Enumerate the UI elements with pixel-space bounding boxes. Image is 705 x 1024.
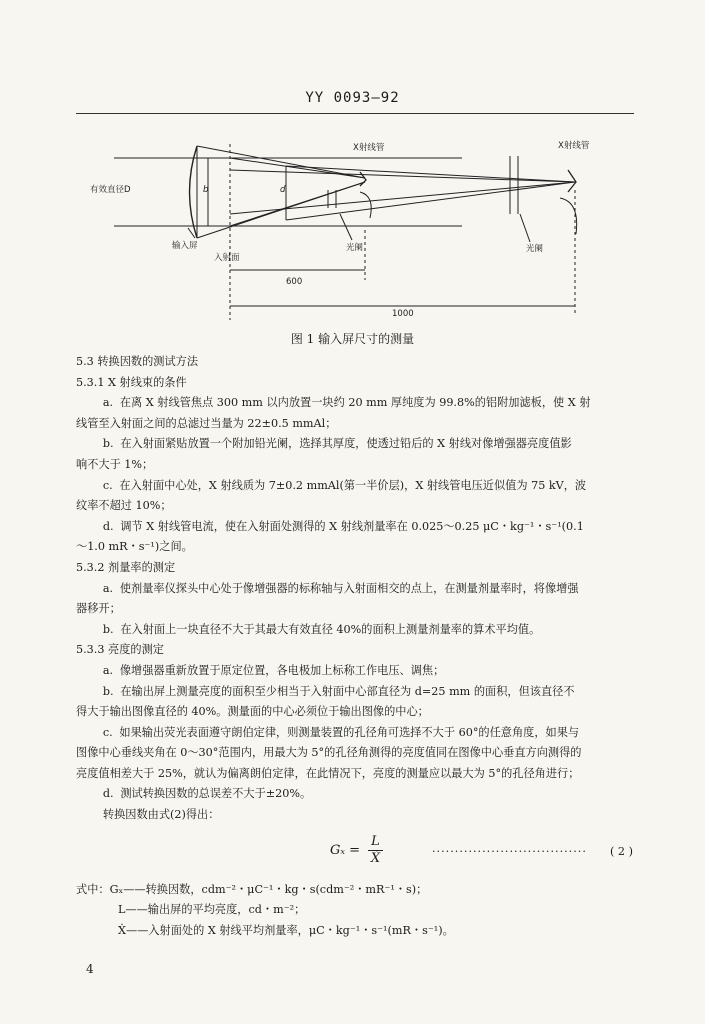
paragraph-line: 图像中心垂线夹角在 0～30°范围内，用最大为 5°的孔径角测得的亮度值同在图像中心垂直方向测得的 <box>76 746 582 760</box>
paragraph-line: 器移开； <box>76 602 121 616</box>
subsection-heading: 5.3.1 X 射线束的条件 <box>76 375 187 389</box>
label-diaphragm-2: 光阑 <box>526 244 544 254</box>
measurement-diagram <box>90 130 610 330</box>
section-heading: 5.3 转换因数的测试方法 <box>76 355 199 368</box>
paragraph-line: d. 测试转换因数的总误差不大于±20%。 <box>102 787 312 801</box>
paragraph-line: 纹率不超过 10%； <box>76 499 172 513</box>
formula-number: ( 2 ) <box>610 844 633 858</box>
paragraph-line: 得大于输出图像直径的 40%。测量面的中心必须位于输出图像的中心； <box>76 705 429 719</box>
formula-fraction <box>368 834 383 867</box>
paragraph-line: b. 在输出屏上测量亮度的面积至少相当于入射面中心部直径为 d=25 mm 的面积，但该直径不 <box>102 684 575 698</box>
formula-dots: ·································· <box>432 844 587 858</box>
body-text <box>76 352 636 941</box>
paragraph-line: b. 在入射面紧贴放置一个附加铅光阑，选择其厚度，使透过铅后的 X 射线对像增强器亮度值影 <box>102 437 572 451</box>
paragraph-line: a. 像增强器重新放置于原定位置，各电极加上标称工作电压、调焦； <box>102 663 445 677</box>
symbol-definition: 式中：Gₓ——转换因数，cdm⁻²・μC⁻¹・kg・s(cdm⁻²・mR⁻¹・s)； <box>76 882 428 896</box>
formula-expression <box>330 834 383 867</box>
paragraph-line: 亮度值相差大于 25%，就认为偏离朗伯定律，在此情况下，亮度的测量应以最大为 5°的孔径角进行； <box>76 766 580 780</box>
formula-numerator: L <box>368 834 383 851</box>
label-diaphragm-1: 光阑 <box>346 243 364 253</box>
page-header: YY 0093—92 <box>305 90 400 106</box>
paragraph-line: 响不大于 1%； <box>76 457 154 471</box>
xray-tube-2-symbol <box>568 170 576 192</box>
label-input-screen: 输入屏 <box>172 241 198 251</box>
label-diameter: 有效直径D <box>90 185 131 195</box>
label-d: d <box>280 185 286 195</box>
paragraph-line: d. 调节 X 射线管电流，使在入射面处测得的 X 射线剂量率在 0.025～0.25 μC・kg⁻¹・s⁻¹(0.1 <box>102 519 584 533</box>
paragraph-line: c. 如果输出荧光表面遵守朗伯定律，则测量装置的孔径角可选择不大于 60°的任意角度，如果与 <box>102 725 580 739</box>
input-screen-curve <box>190 146 198 238</box>
xray-tube-1-symbol <box>360 172 366 186</box>
label-dim-1000: 1000 <box>392 309 414 319</box>
paragraph-line: b. 在入射面上一块直径不大于其最大有效直径 40%的面积上测量剂量率的算术平均值。 <box>102 622 541 636</box>
paragraph-line: 转换因数由式(2)得出： <box>102 808 220 822</box>
paragraph-line: a. 在离 X 射线管焦点 300 mm 以内放置一块约 20 mm 厚纯度为 99.8%的铝附加滤板，使 X 射 <box>102 396 591 410</box>
paragraph-line: c. 在入射面中心处，X 射线质为 7±0.2 mmAl(第一半价层)，X 射线管电压近似值为 75 kV，波 <box>102 478 587 492</box>
label-entrance-plane: 入射面 <box>214 253 240 263</box>
paragraph-line: a. 使剂量率仪探头中心处于像增强器的标称轴与入射面相交的点上，在测量剂量率时，将像增强 <box>102 581 579 595</box>
paragraph-line: 线管至入射面之间的总滤过当量为 22±0.5 mmAl； <box>76 416 337 430</box>
header-rule <box>76 113 634 114</box>
symbol-definition: L——输出屏的平均亮度，cd・m⁻²； <box>118 903 306 917</box>
page-number: 4 <box>86 962 94 976</box>
label-xray-tube-2: X射线管 <box>558 141 590 151</box>
symbol-definition: Ẋ——入射面处的 X 射线平均剂量率，μC・kg⁻¹・s⁻¹(mR・s⁻¹)。 <box>118 923 454 937</box>
label-xray-tube-1: X射线管 <box>353 143 385 153</box>
formula-2 <box>76 826 636 880</box>
paragraph-line: ～1.0 mR・s⁻¹)之间。 <box>76 540 193 554</box>
formula-denominator: Ẋ <box>370 850 381 866</box>
label-dim-600: 600 <box>286 277 303 287</box>
figure-caption: 图 1 输入屏尺寸的测量 <box>290 332 415 346</box>
subsection-heading: 5.3.3 亮度的测定 <box>76 643 164 657</box>
label-b: b <box>203 185 209 195</box>
formula-lhs: Gₓ = <box>330 842 361 858</box>
subsection-heading: 5.3.2 剂量率的测定 <box>76 560 176 574</box>
